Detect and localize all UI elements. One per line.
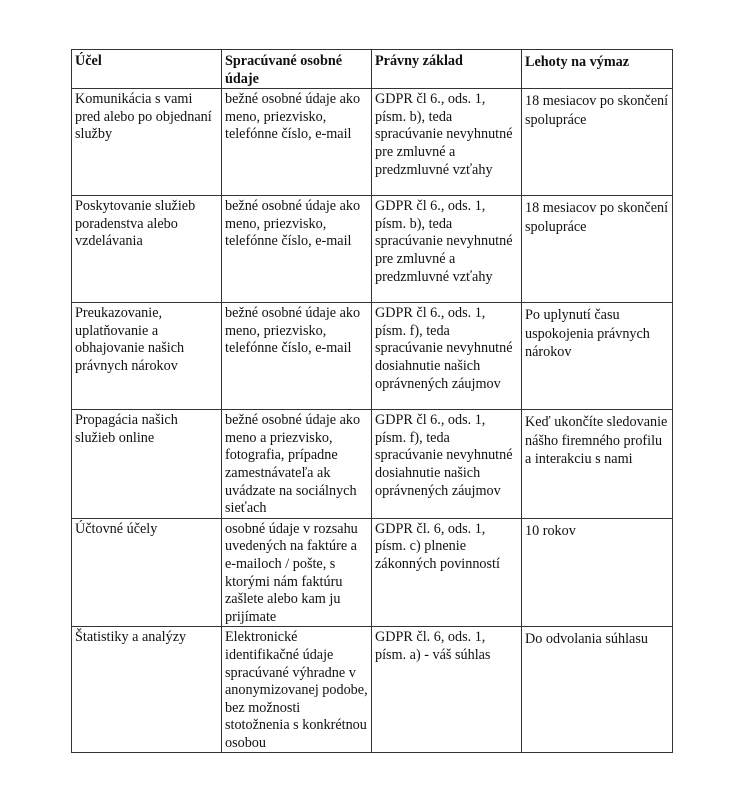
cell-personal-data: bežné osobné údaje ako meno a priezvisko, fotografia, prípadne zamestnávateľa ak uvádzate na sociálnych sieťach bbox=[222, 410, 372, 519]
header-legal-basis: Právny základ bbox=[372, 50, 522, 89]
cell-retention: 10 rokov bbox=[522, 518, 673, 627]
cell-purpose: Preukazovanie, uplatňovanie a obhajovanie našich právnych nárokov bbox=[72, 303, 222, 410]
cell-purpose: Propagácia našich služieb online bbox=[72, 410, 222, 519]
cell-personal-data: Elektronické identifikačné údaje spracúvané výhradne v anonymizovanej podobe, bez možnosti stotožnenia s konkrétnou osobou bbox=[222, 627, 372, 753]
table-row bbox=[72, 627, 673, 753]
table-row bbox=[72, 196, 673, 303]
cell-purpose: Poskytovanie služieb poradenstva alebo vzdelávania bbox=[72, 196, 222, 303]
table-row bbox=[72, 410, 673, 519]
cell-legal-basis: GDPR čl. 6, ods. 1, písm. a) - váš súhlas bbox=[372, 627, 522, 753]
cell-retention: Keď ukončíte sledovanie nášho firemného profilu a interakciu s nami bbox=[522, 410, 673, 519]
table-row bbox=[72, 89, 673, 196]
cell-personal-data: bežné osobné údaje ako meno, priezvisko, telefónne číslo, e-mail bbox=[222, 196, 372, 303]
table-row bbox=[72, 303, 673, 410]
table-row bbox=[72, 518, 673, 627]
table-header-row bbox=[72, 50, 673, 89]
cell-purpose: Komunikácia s vami pred alebo po objednaní služby bbox=[72, 89, 222, 196]
cell-personal-data: bežné osobné údaje ako meno, priezvisko, telefónne číslo, e-mail bbox=[222, 303, 372, 410]
cell-legal-basis: GDPR čl 6., ods. 1, písm. f), teda spracúvanie nevyhnutné dosiahnutie našich oprávnených záujmov bbox=[372, 303, 522, 410]
cell-retention: Po uplynutí času uspokojenia právnych nárokov bbox=[522, 303, 673, 410]
header-personal-data: Spracúvané osobné údaje bbox=[222, 50, 372, 89]
cell-personal-data: bežné osobné údaje ako meno, priezvisko, telefónne číslo, e-mail bbox=[222, 89, 372, 196]
cell-purpose: Účtovné účely bbox=[72, 518, 222, 627]
header-purpose: Účel bbox=[72, 50, 222, 89]
cell-purpose: Štatistiky a analýzy bbox=[72, 627, 222, 753]
cell-legal-basis: GDPR čl. 6, ods. 1, písm. c) plnenie zákonných povinností bbox=[372, 518, 522, 627]
cell-legal-basis: GDPR čl 6., ods. 1, písm. f), teda spracúvanie nevyhnutné dosiahnutie našich oprávnených záujmov bbox=[372, 410, 522, 519]
cell-retention: 18 mesiacov po skončení spolupráce bbox=[522, 89, 673, 196]
header-retention: Lehoty na výmaz bbox=[522, 50, 673, 89]
cell-legal-basis: GDPR čl 6., ods. 1, písm. b), teda spracúvanie nevyhnutné pre zmluvné a predzmluvné vzťahy bbox=[372, 196, 522, 303]
cell-retention: Do odvolania súhlasu bbox=[522, 627, 673, 753]
gdpr-processing-table bbox=[71, 49, 673, 753]
cell-retention: 18 mesiacov po skončení spolupráce bbox=[522, 196, 673, 303]
cell-personal-data: osobné údaje v rozsahu uvedených na faktúre a e-mailoch / pošte, s ktorými nám faktúru zašlete alebo kam ju prijímate bbox=[222, 518, 372, 627]
cell-legal-basis: GDPR čl 6., ods. 1, písm. b), teda spracúvanie nevyhnutné pre zmluvné a predzmluvné vzťahy bbox=[372, 89, 522, 196]
